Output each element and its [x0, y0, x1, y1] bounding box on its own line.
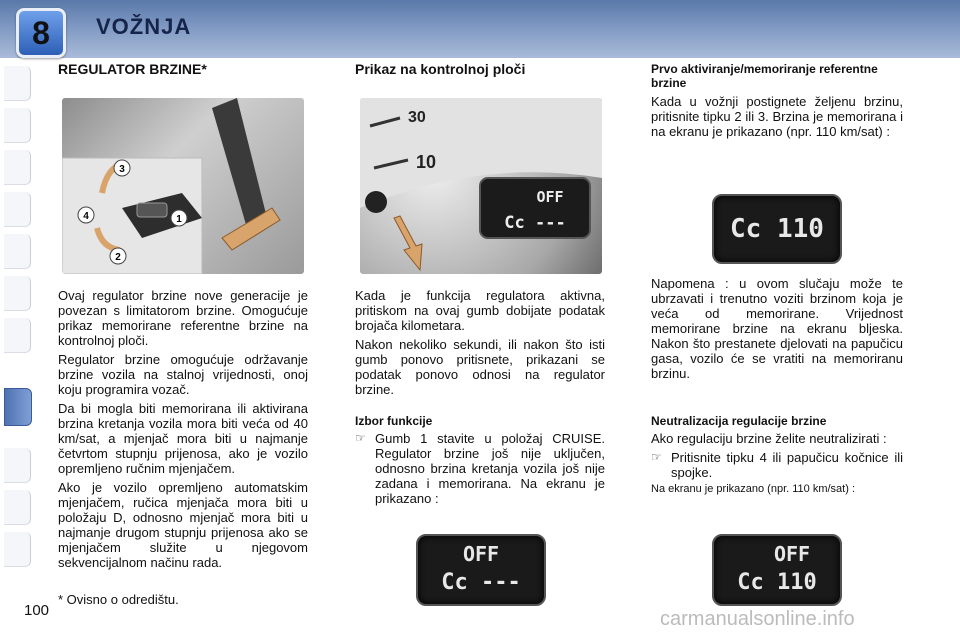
paragraph: Regulator brzine omogućuje održavanje brzine vozila na stalnoj vrijednosti, onoj koju programira vozač.	[58, 352, 308, 397]
lcd-line-1: OFF	[462, 542, 500, 566]
footnote: * Ovisno o odredištu.	[58, 592, 179, 607]
neutralization-block	[651, 414, 903, 501]
side-tab[interactable]	[4, 318, 31, 353]
paragraph: Nakon nekoliko sekundi, ili nakon što isti gumb ponovo pritisnete, prikazani se podatak ponovo odnosi na regulator brzine.	[355, 337, 605, 397]
chapter-header	[0, 0, 960, 58]
column-2-text	[355, 288, 605, 401]
small-note: Na ekranu je prikazano (npr. 110 km/sat) :	[651, 483, 856, 495]
side-tab[interactable]	[4, 108, 31, 143]
subsection-title: Neutralizacija regulacije brzine	[651, 414, 827, 428]
side-tab[interactable]	[4, 150, 31, 185]
pointing-hand-icon: ☞	[355, 431, 366, 445]
lcd-display-cruise	[712, 194, 842, 264]
section-title: Prikaz na kontrolnoj ploči	[355, 61, 526, 77]
lcd-line-2: Cc ---	[441, 570, 521, 595]
chapter-number: 8	[32, 15, 50, 51]
lcd-line-1: Cc 110	[730, 214, 824, 244]
paragraph: Ako je vozilo opremljeno automatskim mjenjačem, ručica mjenjača mora biti u položaju D, odnosno mjenjač mora biti u najmanje drugom stupnju prijenosa ako se mjenjačem služite u njegovom sekvencijalnom načinu rada.	[58, 480, 308, 570]
paragraph: Da bi mogla biti memorirana ili aktivirana brzina kretanja vozila mora biti veća od 40 km/sat, a mjenjač mora biti u najmanje četvrtom stupnju prijenosa, ako je vozilo opremljeno ručnim mjenjačem.	[58, 401, 308, 476]
side-tab[interactable]	[4, 66, 31, 101]
steering-stalk-photo	[62, 98, 304, 274]
side-tab-rail	[0, 58, 34, 578]
section-title: Prvo aktiviranje/memoriranje referentne brzine	[651, 62, 878, 90]
photo-label-3: 3	[119, 164, 125, 175]
lcd-line-1: OFF	[773, 542, 811, 566]
side-tab[interactable]	[4, 192, 31, 227]
column-activation	[651, 62, 903, 143]
function-selection	[355, 414, 605, 506]
photo-label-4: 4	[83, 211, 89, 222]
photo-label-2: 2	[115, 252, 121, 263]
paragraph: Kada je funkcija regulatora aktivna, pritiskom na ovaj gumb dobijate podatak brojača kilometara.	[355, 288, 605, 333]
photo-lcd-line2: Cc ---	[504, 213, 566, 233]
watermark: carmanualsonline.info	[660, 608, 855, 630]
paragraph: Ovaj regulator brzine nove generacije je povezan s limitatorom brzine. Omogućuje prikaz memorirane referentne brzine na kontrolnoj ploči.	[58, 288, 308, 348]
side-tab[interactable]	[4, 490, 31, 525]
side-tab[interactable]	[4, 532, 31, 567]
photo-lcd-line1: OFF	[536, 188, 564, 206]
column-1-text	[58, 288, 308, 574]
gauge-label-10: 10	[416, 152, 437, 172]
side-tab[interactable]	[4, 448, 31, 483]
column-speed-regulator	[58, 62, 308, 77]
paragraph: Ako regulaciju brzine želite neutralizirati :	[651, 431, 887, 446]
photo-label-1: 1	[176, 214, 182, 225]
paragraph: Kada u vožnji postignete željenu brzinu, pritisnite tipku 2 ili 3. Brzina je memorirana i na ekranu je prikazano (npr. 110 km/sat) :	[651, 94, 903, 139]
bullet-text: Gumb 1 stavite u položaj CRUISE. Regulator brzine još nije uključen, odnosno brzina kretanja vozila još nije zadana i memorirana. Na ekranu je prikazano :	[375, 431, 605, 506]
side-tab[interactable]	[4, 276, 31, 311]
bullet-text: Pritisnite tipku 4 ili papučicu kočnice ili spojke.	[671, 450, 903, 480]
column-dashboard-display	[355, 62, 605, 77]
note-paragraph: Napomena : u ovom slučaju može te ubrzavati i trenutno voziti brzinom koja je veća od memorirane. Vrijednost memorirane brzine na ekranu bljeska. Nakon što prestanete djelovati na papučicu gasa, vozilo će se vratiti na memoriranu brzinu.	[651, 276, 903, 381]
bullet-item	[651, 450, 903, 480]
page-number: 100	[24, 602, 50, 619]
lcd-line-2: Cc 110	[737, 570, 817, 595]
side-tab-active[interactable]	[4, 388, 32, 426]
note-block	[651, 276, 903, 385]
chapter-title: VOŽNJA	[96, 14, 192, 39]
side-tab[interactable]	[4, 234, 31, 269]
pointing-hand-icon: ☞	[651, 450, 662, 464]
dashboard-photo	[360, 98, 602, 274]
lcd-display-neutral	[712, 534, 842, 606]
chapter-number-badge	[16, 8, 66, 58]
section-title: REGULATOR BRZINE*	[58, 61, 207, 77]
subsection-title: Izbor funkcije	[355, 414, 433, 428]
lcd-display-off	[416, 534, 546, 606]
gauge-label-30: 30	[408, 109, 426, 126]
bullet-item	[355, 431, 605, 506]
